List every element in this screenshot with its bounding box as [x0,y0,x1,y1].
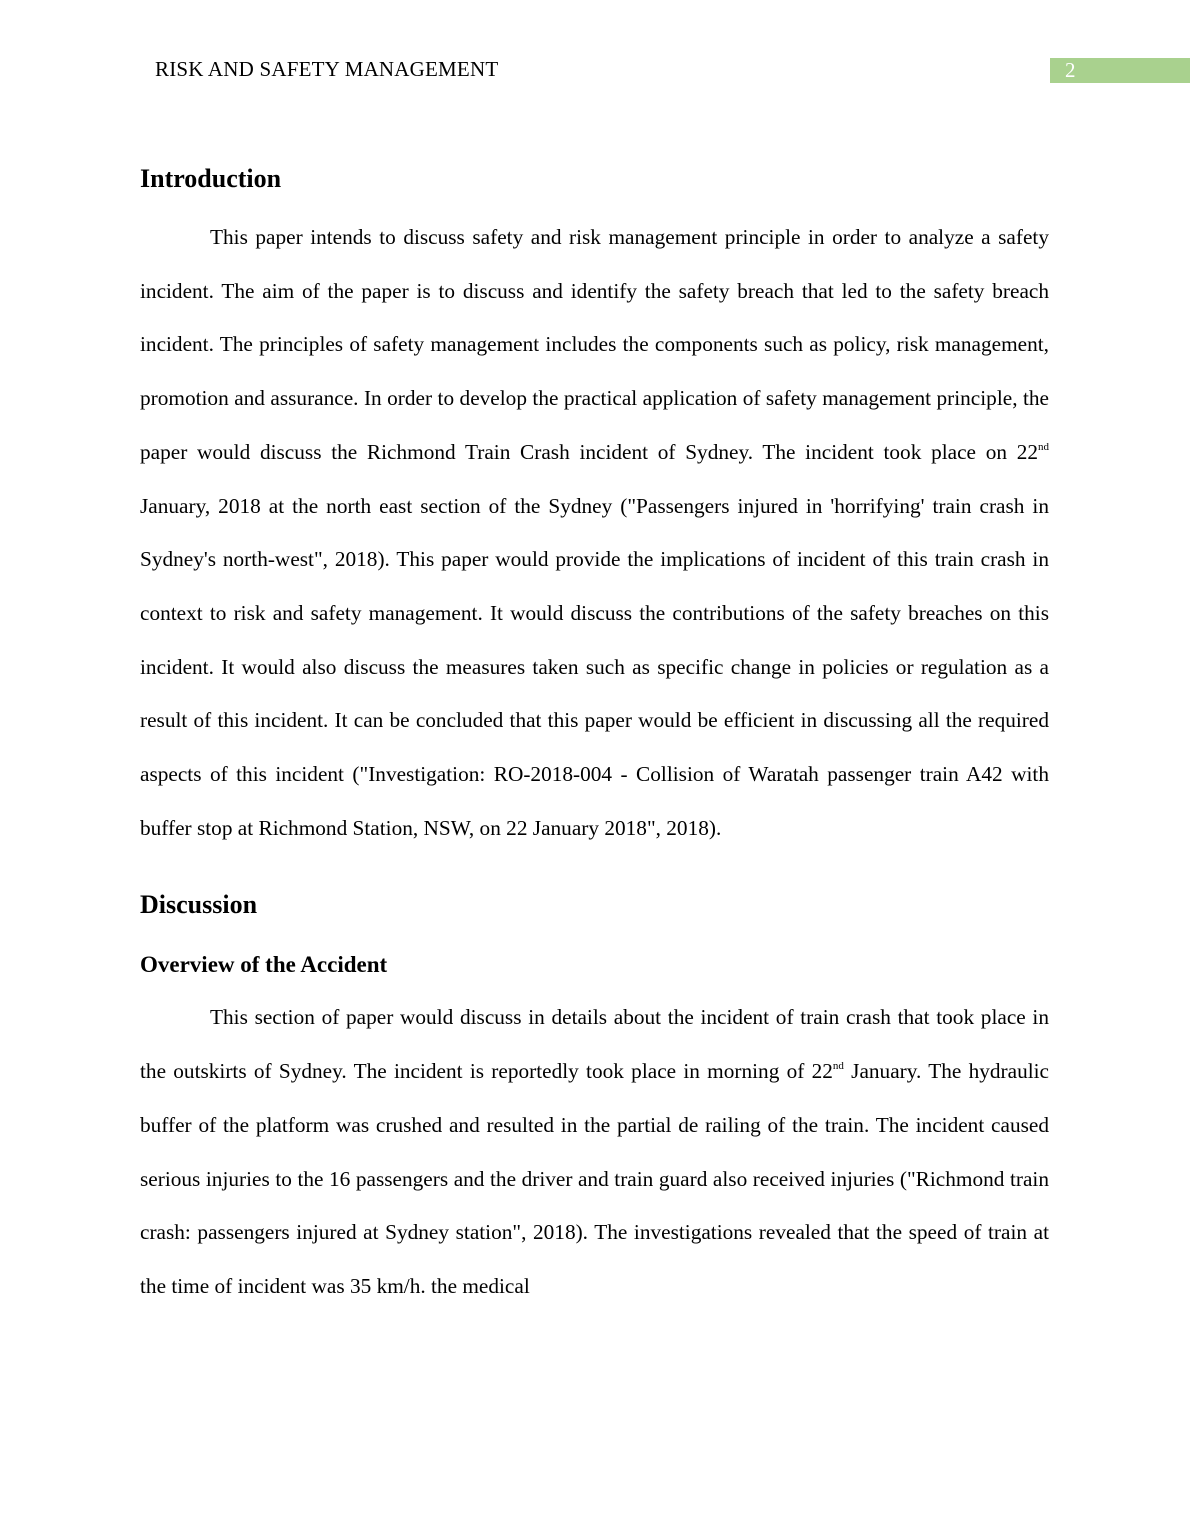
discussion-text-a: This section of paper would discuss in details about the incident of train crash that took place in the outskirts of Sydney. The incident is reportedly took place in morning of 22 [140,1005,1049,1084]
introduction-ordinal-suffix: nd [1038,440,1049,453]
discussion-text-b: January. The hydraulic buffer of the platform was crushed and resulted in the partial de railing of the train. The incident caused serious injuries to the 16 passengers and the driver and train guard also received injuries ("Richmond train crash: passengers injured at Sydney station", 2018). The investigations revealed that the speed of train at the time of incident was 35 km/h. the medical [140,1059,1049,1298]
discussion-heading: Discussion [140,890,258,920]
introduction-text-b: January, 2018 at the north east section of the Sydney ("Passengers injured in 'horrifying' train crash in Sydney's north-west", 2018). This paper would provide the implications of incident of this train crash in context to risk and safety management. It would discuss the contributions of the safety breaches on this incident. It would also discuss the measures taken such as specific change in policies or regulation as a result of this incident. It can be concluded that this paper would be efficient in discussing all the required aspects of this incident ("Investigation: RO-2018-004 - Collision of Waratah passenger train A42 with buffer stop at Richmond Station, NSW, on 22 January 2018", 2018). [140,493,1049,840]
discussion-paragraph [140,991,1049,1313]
overview-subheading: Overview of the Accident [140,952,388,978]
introduction-paragraph [140,211,1049,855]
running-head: RISK AND SAFETY MANAGEMENT [155,57,499,81]
introduction-text-a: This paper intends to discuss safety and risk management principle in order to analyze a safety incident. The aim of the paper is to discuss and identify the safety breach that led to the safety breach incident. The principles of safety management includes the components such as policy, risk management, promotion and assurance. In order to develop the practical application of safety management principle, the paper would discuss the Richmond Train Crash incident of Sydney. The incident took place on 22 [140,225,1049,464]
page-number: 2 [1050,58,1190,83]
discussion-ordinal-suffix: nd [832,1060,844,1073]
introduction-heading: Introduction [140,164,282,193]
document-body [140,157,1049,1314]
